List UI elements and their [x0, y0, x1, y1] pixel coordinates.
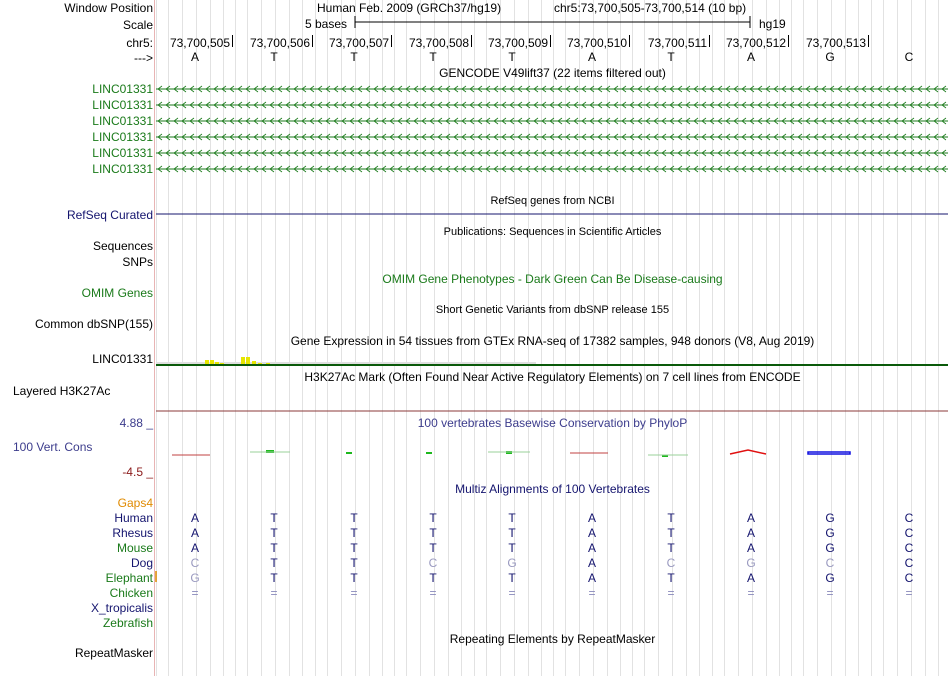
alignment-base: T [667, 571, 675, 585]
base-letter: T [429, 50, 437, 64]
base-letter: T [667, 50, 675, 64]
assembly-short: hg19 [759, 17, 786, 31]
repeatmasker-track-title[interactable]: Repeating Elements by RepeatMasker [449, 632, 656, 646]
species-label[interactable]: Elephant [105, 571, 153, 585]
alignment-base: C [190, 556, 200, 570]
omim-track-title[interactable]: OMIM Gene Phenotypes - Dark Green Can Be Disease-causing [382, 272, 723, 286]
alignment-base: A [746, 541, 755, 555]
coordinate-label: 73,700,509 [487, 36, 548, 50]
species-label[interactable]: Rhesus [112, 526, 153, 540]
alignment-base: T [508, 511, 516, 525]
base-letter: T [270, 50, 278, 64]
gencode-gene-label[interactable]: LINC01331 [92, 98, 153, 112]
alignment-base: = [588, 586, 596, 600]
coordinate-label: 73,700,512 [725, 36, 786, 50]
alignment-base: G [825, 571, 835, 585]
alignment-base: = [747, 586, 755, 600]
alignment-base: G [825, 526, 835, 540]
repeatmasker-label[interactable]: RepeatMasker [74, 646, 153, 660]
alignment-base: G [825, 511, 835, 525]
publications-track-title[interactable]: Publications: Sequences in Scientific Articles [443, 226, 662, 238]
species-label[interactable]: Zebrafish [102, 616, 153, 630]
alignment-base: A [190, 541, 199, 555]
alignment-base: G [825, 541, 835, 555]
assembly-title: Human Feb. 2009 (GRCh37/hg19) [317, 1, 502, 15]
gtex-bar [252, 361, 256, 364]
alignment-base: A [746, 511, 755, 525]
phylop-mark [426, 452, 432, 454]
species-label[interactable]: Chicken [109, 586, 153, 600]
alignment-base: T [270, 556, 278, 570]
gencode-track-title[interactable]: GENCODE V49lift37 (22 items filtered out) [439, 66, 666, 80]
alignment-base: T [270, 541, 278, 555]
refseq-track-title[interactable]: RefSeq genes from NCBI [490, 195, 615, 207]
gencode-gene-label[interactable]: LINC01331 [92, 146, 153, 160]
phylop-mark [808, 452, 850, 454]
gtex-bar [258, 363, 262, 364]
phylop-mark [730, 450, 766, 454]
strand-label: ---> [134, 51, 153, 65]
alignment-base: C [666, 556, 676, 570]
alignment-base: C [904, 526, 914, 540]
base-letter: C [904, 50, 914, 64]
alignment-base: G [507, 556, 517, 570]
publications-label-snps[interactable]: SNPs [122, 255, 153, 269]
base-letter: T [508, 50, 516, 64]
alignment-base: T [429, 511, 437, 525]
alignment-base: A [190, 511, 199, 525]
alignment-base: T [350, 526, 358, 540]
gtex-bar [246, 357, 250, 364]
coordinate-label: 73,700,505 [169, 36, 230, 50]
alignment-base: A [746, 526, 755, 540]
alignment-base: T [350, 541, 358, 555]
coordinate-label: 73,700,510 [566, 36, 627, 50]
position-readout[interactable]: chr5:73,700,505-73,700,514 (10 bp) [554, 1, 747, 15]
alignment-base: T [350, 571, 358, 585]
alignment-base: A [587, 541, 596, 555]
alignment-base: A [587, 511, 596, 525]
alignment-base: T [667, 511, 675, 525]
alignment-base: A [746, 571, 755, 585]
alignment-base: T [350, 511, 358, 525]
alignment-base: = [270, 586, 278, 600]
alignment-base: G [190, 571, 200, 585]
coordinate-label: 73,700,508 [408, 36, 469, 50]
alignment-base: A [587, 556, 596, 570]
alignment-base: T [429, 526, 437, 540]
alignment-base: T [667, 526, 675, 540]
dbsnp-track-title[interactable]: Short Genetic Variants from dbSNP release 155 [435, 304, 670, 316]
alignment-base: G [746, 556, 756, 570]
gtex-track-title[interactable]: Gene Expression in 54 tissues from GTEx RNA-seq of 17382 samples, 948 donors (V8, Aug 2019) [290, 334, 815, 348]
alignment-base: T [508, 571, 516, 585]
alignment-base: = [508, 586, 516, 600]
phylop-label[interactable]: 100 Vert. Cons [13, 440, 93, 454]
gtex-bar [241, 357, 245, 364]
alignment-base: T [350, 556, 358, 570]
species-label[interactable]: Dog [130, 556, 153, 570]
gtex-bar [266, 363, 270, 364]
alignment-base: = [429, 586, 437, 600]
species-label[interactable]: Human [114, 511, 153, 525]
coordinate-label: 73,700,506 [249, 36, 310, 50]
scale-bar-label: 5 bases [305, 17, 348, 31]
base-letter: A [190, 50, 199, 64]
alignment-base: T [429, 541, 437, 555]
alignment-base: C [428, 556, 438, 570]
alignment-base: T [270, 511, 278, 525]
omim-label[interactable]: OMIM Genes [81, 286, 153, 300]
alignment-base: A [587, 526, 596, 540]
gencode-gene-label[interactable]: LINC01331 [92, 82, 153, 96]
alignment-base: = [826, 586, 834, 600]
h3k27ac-track-title[interactable]: H3K27Ac Mark (Often Found Near Active Regulatory Elements) on 7 cell lines from ENCODE [304, 370, 801, 384]
alignment-base: T [429, 571, 437, 585]
alignment-base: C [904, 541, 914, 555]
coordinate-label: 73,700,511 [647, 36, 707, 50]
base-letter: A [746, 50, 755, 64]
alignment-base: C [825, 556, 835, 570]
alignment-base: A [587, 571, 596, 585]
h3k27ac-label[interactable]: Layered H3K27Ac [13, 384, 111, 398]
species-label[interactable]: X_tropicalis [90, 601, 153, 615]
alignment-base: T [508, 541, 516, 555]
chrom-label: chr5: [126, 36, 153, 50]
gencode-gene-label[interactable]: LINC01331 [92, 162, 153, 176]
publications-label-sequences[interactable]: Sequences [92, 239, 153, 253]
coordinate-label: 73,700,507 [328, 36, 389, 50]
species-label[interactable]: Mouse [116, 541, 153, 555]
refseq-label[interactable]: RefSeq Curated [66, 208, 153, 222]
alignment-base: = [350, 586, 358, 600]
alignment-base: C [904, 511, 914, 525]
scale-label: Scale [122, 18, 153, 32]
base-letter: T [350, 50, 358, 64]
base-letter: A [587, 50, 596, 64]
alignment-base: T [270, 526, 278, 540]
gaps-label: Gaps4 [117, 496, 153, 510]
coordinate-label: 73,700,513 [805, 36, 866, 50]
gtex-bar [215, 362, 219, 364]
base-letter: G [825, 50, 835, 64]
phylop-track-title[interactable]: 100 vertebrates Basewise Conservation by PhyloP [417, 416, 688, 430]
dbsnp-label[interactable]: Common dbSNP(155) [34, 317, 153, 331]
alignment-base: T [270, 571, 278, 585]
gtex-bar [205, 360, 209, 364]
phylop-mark [346, 452, 352, 454]
alignment-base: C [904, 571, 914, 585]
window-position-label: Window Position [64, 1, 153, 15]
phylop-min-label: -4.5 _ [122, 465, 153, 479]
gencode-gene-label[interactable]: LINC01331 [92, 114, 153, 128]
alignment-base: C [904, 556, 914, 570]
alignment-base: = [905, 586, 913, 600]
gencode-gene-label[interactable]: LINC01331 [92, 130, 153, 144]
gtex-label[interactable]: LINC01331 [92, 352, 153, 366]
alignment-base: T [508, 526, 516, 540]
gtex-bar [220, 363, 224, 364]
multiz-track-title[interactable]: Multiz Alignments of 100 Vertebrates [455, 482, 650, 496]
phylop-max-label: 4.88 _ [119, 416, 153, 430]
gtex-bar [210, 360, 214, 364]
alignment-base: A [190, 526, 199, 540]
alignment-base: = [191, 586, 199, 600]
alignment-base: T [667, 541, 675, 555]
alignment-base: = [667, 586, 675, 600]
